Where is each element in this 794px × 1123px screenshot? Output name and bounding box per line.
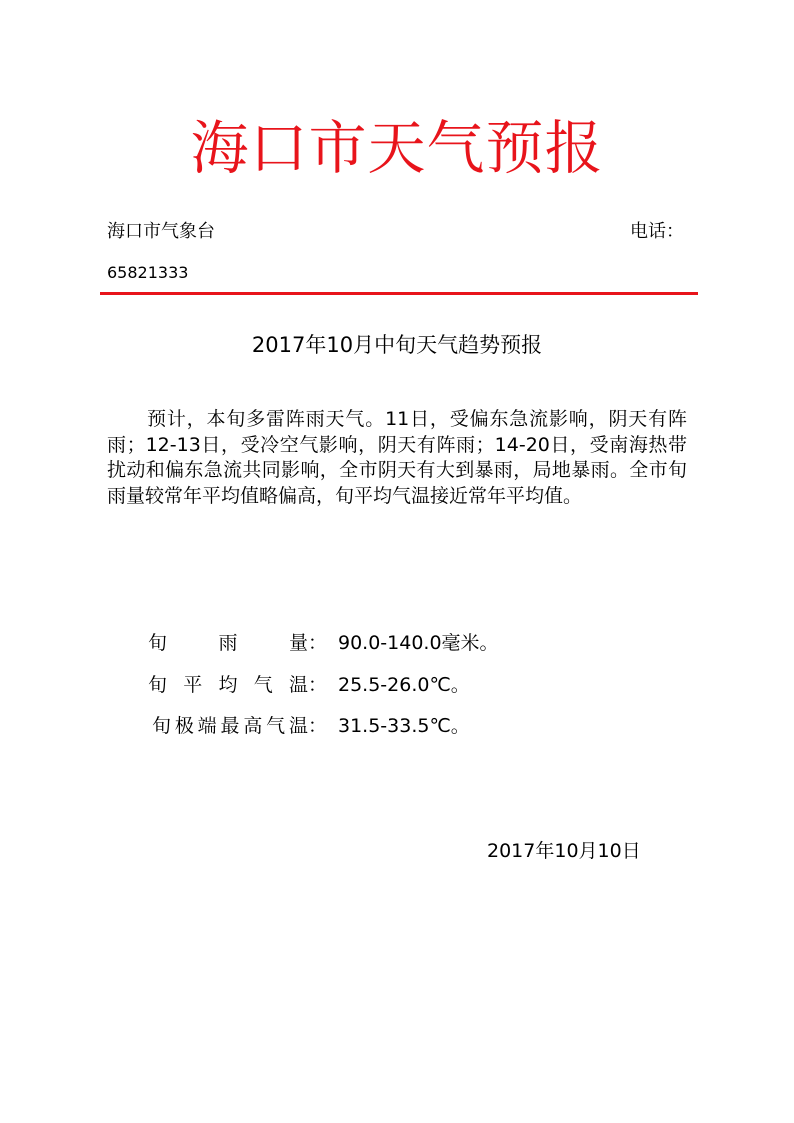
stat-colon: ：: [308, 715, 328, 737]
stat-label: 旬极端最高气温: [152, 715, 308, 737]
header-divider: [100, 292, 698, 295]
forecast-body: 预计，本旬多雷阵雨天气。11日，受偏东急流影响，阴天有阵雨；12-13日，受冷空气影响，阴天有阵雨；14-20日，受南海热带扰动和偏东急流共同影响，全市阴天有大到暴雨，局地暴雨。全市旬雨量较常年平均值略偏高，旬平均气温接近常年平均值。: [107, 408, 687, 507]
document-title: 海口市天气预报: [190, 114, 604, 182]
stat-label: 旬雨量: [148, 632, 308, 654]
stat-value: 25.5-26.0℃。: [338, 674, 470, 696]
stat-rainfall: [148, 630, 499, 656]
org-name: 海口市气象台: [107, 221, 215, 242]
stat-value: 90.0-140.0毫米。: [338, 632, 499, 654]
phone-label: 电话：: [630, 221, 684, 242]
stat-label: 旬平均气温: [148, 674, 308, 696]
phone-number: 65821333: [107, 263, 189, 282]
issue-date: 2017年10月10日: [487, 840, 641, 862]
stat-value: 31.5-33.5℃。: [338, 715, 470, 737]
stat-colon: ：: [308, 632, 328, 654]
stat-colon: ：: [308, 674, 328, 696]
forecast-subtitle: 2017年10月中旬天气趋势预报: [251, 333, 543, 357]
stat-max-temp: [152, 713, 470, 739]
stat-avg-temp: [148, 672, 470, 698]
